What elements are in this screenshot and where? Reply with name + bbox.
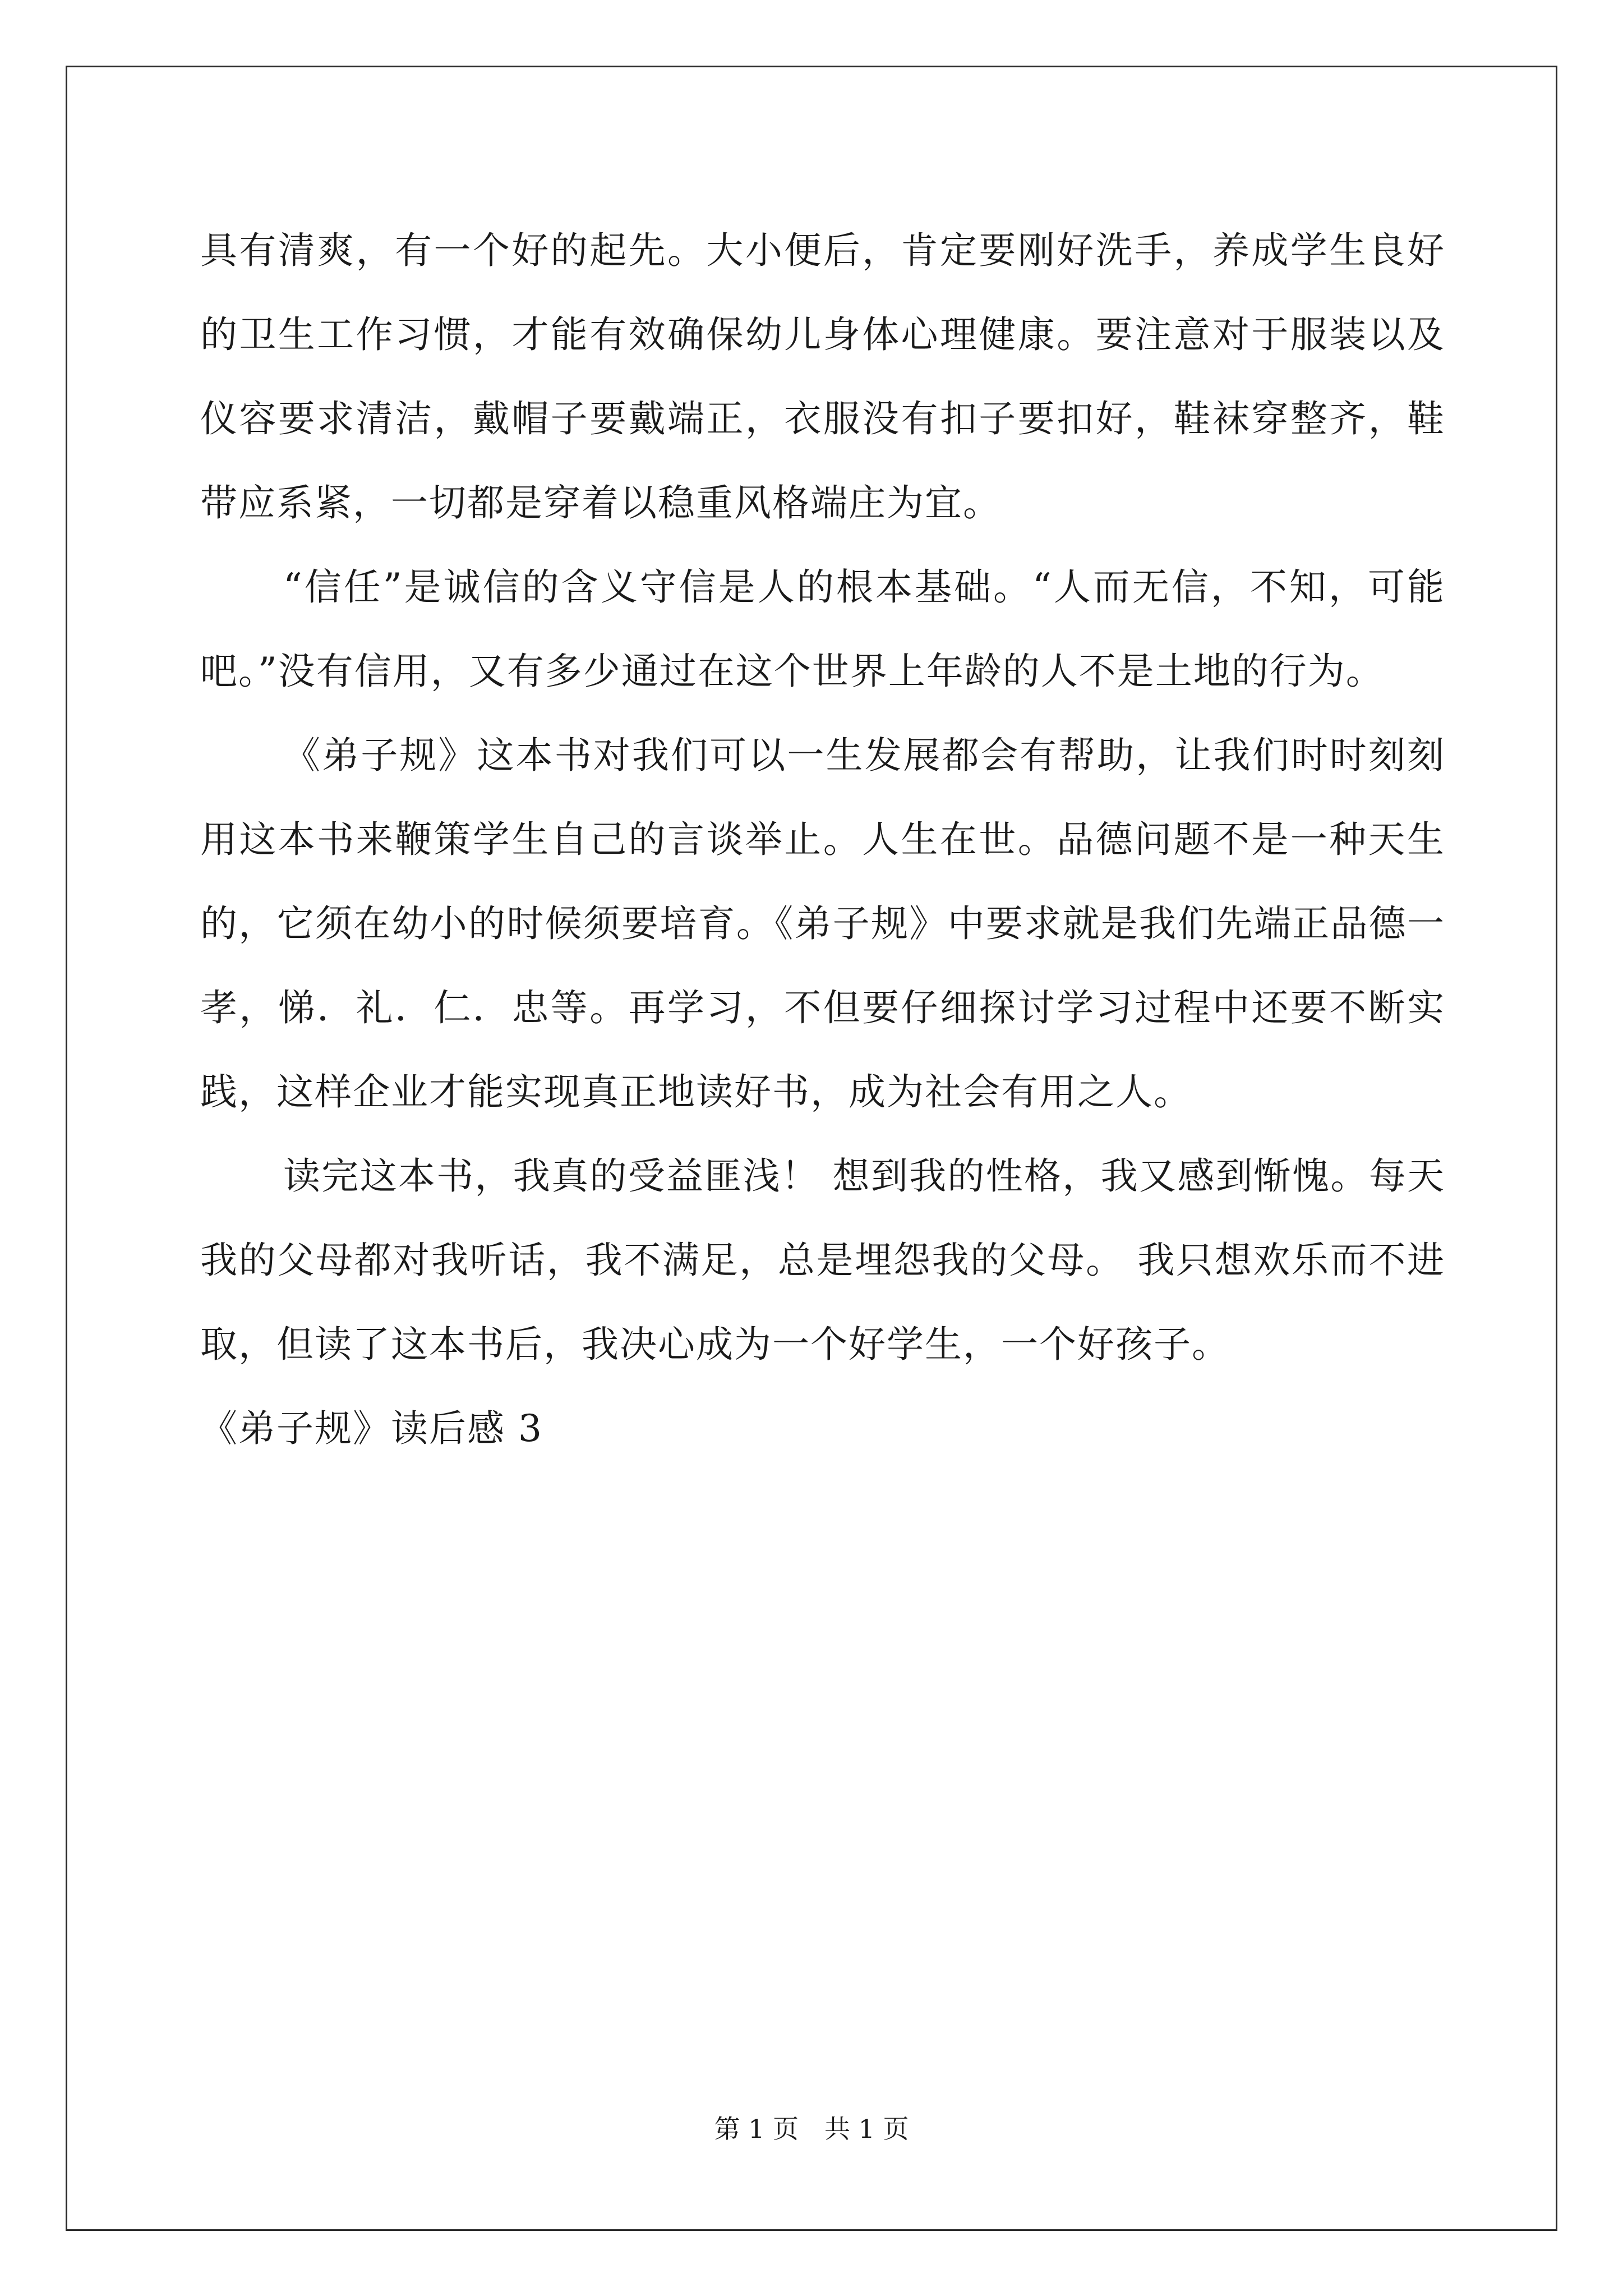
paragraph-2: “信任”是诚信的含义守信是人的根本基础。“人而无信，不知，可能吧。”没有信用，又有多少通过在这个世界上年龄的人不是土地的行为。: [200, 565, 1445, 693]
page-number: 第 1 页: [714, 2114, 799, 2144]
page-total: 共 1 页: [824, 2114, 909, 2144]
paragraph-1: 具有清爽，有一个好的起先。大小便后，肯定要刚好洗手，养成学生良好的卫生工作习惯，才能有效确保幼儿身体心理健康。要注意对于服装以及仪容要求清洁，戴帽子要戴端正，衣服没有扣子要扣好，鞋袜穿整齐，鞋带应系紧，一切都是穿着以稳重风格端庄为宜。: [200, 229, 1445, 524]
paragraph-4: 读完这本书，我真的受益匪浅！ 想到我的性格，我又感到惭愧。每天我的父母都对我听话，我不满足，总是埋怨我的父母。 我只想欢乐而不进取，但读了这本书后，我决心成为一个好学生，一个好孩子。: [200, 1154, 1445, 1366]
page-footer: [0, 2112, 1623, 2146]
paragraph-3: 《弟子规》这本书对我们可以一生发展都会有帮助，让我们时时刻刻用这本书来鞭策学生自己的言谈举止。人生在世。品德问题不是一种天生的，它须在幼小的时候须要培育。《弟子规》中要求就是我们先端正品德一孝，悌．礼．仁．忠等。再学习，不但要仔细探讨学习过程中还要不断实践，这样企业才能实现真正地读好书，成为社会有用之人。: [200, 734, 1445, 1114]
document-body: [200, 209, 1445, 1471]
section-heading: 《弟子规》读后感 3: [200, 1407, 543, 1450]
